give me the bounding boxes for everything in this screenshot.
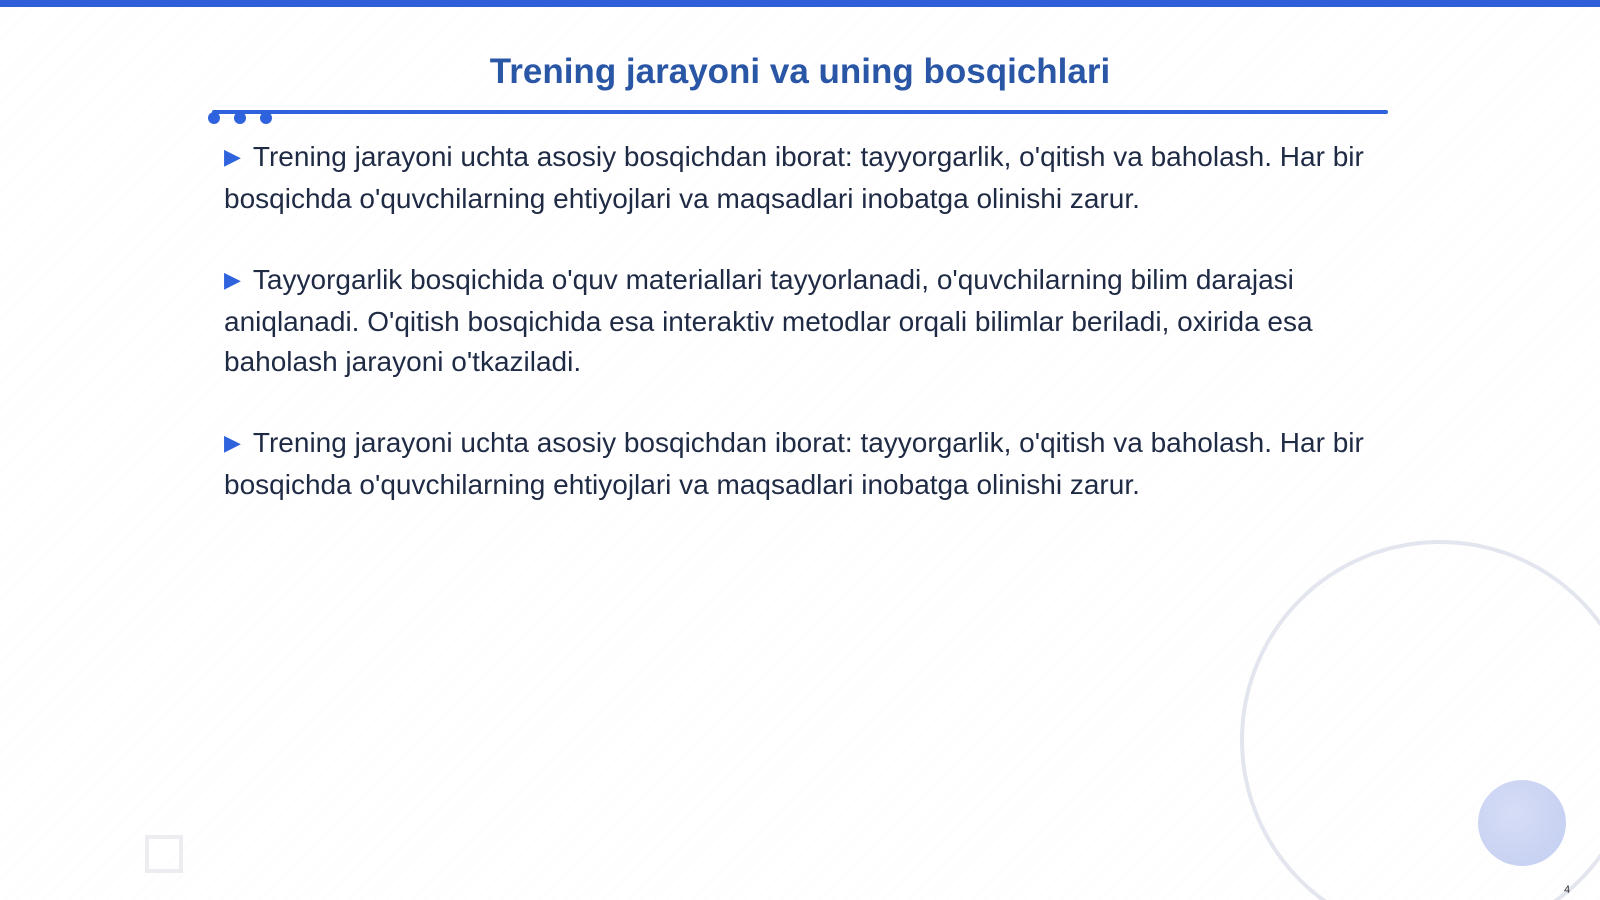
underline-dot bbox=[234, 112, 246, 124]
bullet-text: Trening jarayoni uchta asosiy bosqichdan iborat: tayyorgarlik, o'qitish va baholash. Har bir bosqichda o'quvchilarning ehtiyojlari va maqsadlari inobatga olinishi zarur. bbox=[224, 141, 1364, 214]
bullet-item bbox=[224, 260, 1394, 382]
underline-dot bbox=[208, 112, 220, 124]
decorative-square bbox=[145, 835, 183, 873]
slide-title: Trening jarayoni va uning bosqichlari bbox=[489, 52, 1111, 91]
page-number: 4 bbox=[1564, 884, 1571, 896]
title-underline bbox=[212, 110, 1388, 114]
triangle-bullet-icon: ▶ bbox=[224, 267, 241, 292]
bullet-item bbox=[224, 423, 1394, 505]
bullet-list bbox=[224, 137, 1394, 546]
triangle-bullet-icon: ▶ bbox=[224, 144, 241, 169]
bullet-text: Tayyorgarlik bosqichida o'quv materiallari tayyorlanadi, o'quvchilarning bilim darajasi aniqlanadi. O'qitish bosqichida esa interaktiv metodlar orqali bilimlar beriladi, oxirida esa baholash jarayoni o'tkaziladi. bbox=[224, 264, 1313, 377]
triangle-bullet-icon: ▶ bbox=[224, 430, 241, 455]
top-accent-bar bbox=[0, 0, 1600, 7]
bullet-item bbox=[224, 137, 1394, 219]
underline-dot bbox=[260, 112, 272, 124]
decorative-circle bbox=[1478, 780, 1566, 866]
bullet-text: Trening jarayoni uchta asosiy bosqichdan iborat: tayyorgarlik, o'qitish va baholash. Har bir bosqichda o'quvchilarning ehtiyojlari va maqsadlari inobatga olinishi zarur. bbox=[224, 427, 1364, 500]
